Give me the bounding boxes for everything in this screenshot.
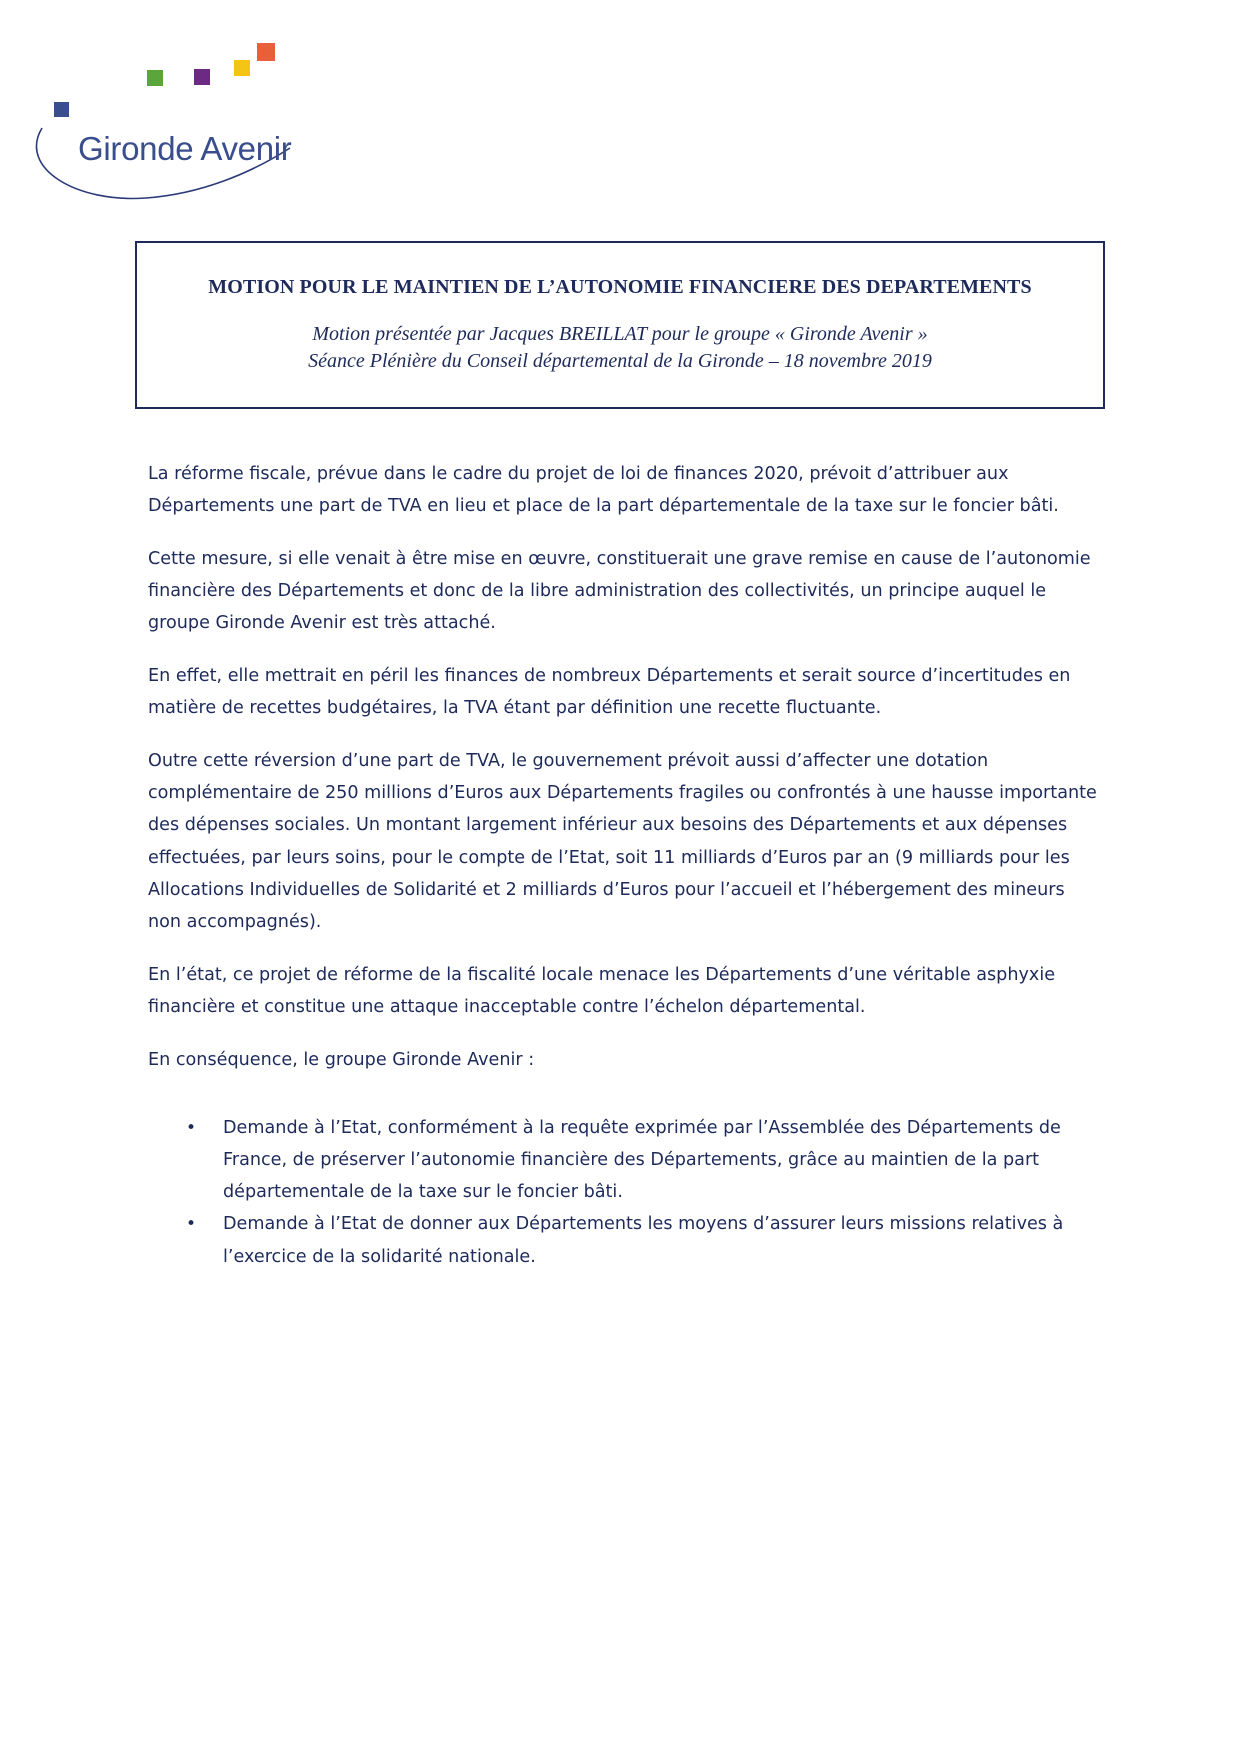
logo-square-yellow [234, 60, 250, 76]
logo-square-green [147, 70, 163, 86]
demand-item [148, 1112, 1098, 1209]
gironde-avenir-logo [26, 38, 306, 208]
motion-subtitle-presenter: Motion présentée par Jacques BREILLAT pour le groupe « Gironde Avenir » [312, 323, 928, 345]
motion-body [148, 458, 1098, 1273]
body-paragraph: La réforme fiscale, prévue dans le cadre du projet de loi de finances 2020, prévoit d’attribuer aux Départements une part de TVA en lieu et place de la part départementale de la taxe sur le foncier bâti. [148, 464, 1059, 517]
demand-text: Demande à l’Etat de donner aux Départements les moyens d’assurer leurs missions relatives à l’exercice de la solidarité nationale. [223, 1214, 1064, 1267]
logo-square-blue [54, 102, 69, 117]
bullet-icon: • [186, 1117, 197, 1138]
motion-subtitle-session: Séance Plénière du Conseil départemental de la Gironde – 18 novembre 2019 [308, 350, 932, 372]
motion-header-box [135, 241, 1105, 409]
bullet-icon: • [186, 1214, 197, 1235]
body-paragraph: Cette mesure, si elle venait à être mise en œuvre, constituerait une grave remise en cause de l’autonomie financière des Départements et donc de la libre administration des collectivités, un principe auquel le groupe Gironde Avenir est très attaché. [148, 548, 1091, 634]
body-paragraph: Outre cette réversion d’une part de TVA, le gouvernement prévoit aussi d’affecter une dotation complémentaire de 250 millions d’Euros aux Départements fragiles ou confrontés à une hausse importante des dépenses sociales. Un montant largement inférieur aux besoins des Départements et aux dépenses effectuées, par leurs soins, pour le compte de l’Etat, soit 11 milliards d’Euros par an (9 milliards pour les Allocations Individuelles de Solidarité et 2 milliards d’Euros pour l’accueil et l’hébergement des mineurs non accompagnés). [148, 750, 1097, 932]
motion-title: MOTION POUR LE MAINTIEN DE L’AUTONOMIE FINANCIERE DES DEPARTEMENTS [208, 276, 1032, 298]
body-paragraph: En effet, elle mettrait en péril les finances de nombreux Départements et serait source d’incertitudes en matière de recettes budgétaires, la TVA étant par définition une recette fluctuante. [148, 666, 1071, 719]
demand-item [148, 1208, 1098, 1272]
logo-text: Gironde Avenir [78, 130, 292, 167]
logo-square-purple [194, 69, 210, 85]
logo-square-orange [257, 43, 275, 61]
body-paragraph: En l’état, ce projet de réforme de la fiscalité locale menace les Départements d’une véritable asphyxie financière et constitue une attaque inacceptable contre l’échelon départemental. [148, 964, 1056, 1017]
logo-graphic [26, 38, 306, 208]
body-paragraph: En conséquence, le groupe Gironde Avenir : [148, 1049, 535, 1070]
demands-list [148, 1112, 1098, 1273]
demand-text: Demande à l’Etat, conformément à la requête exprimée par l’Assemblée des Départements de France, de préserver l’autonomie financière des Départements, grâce au maintien de la part départementale de la taxe sur le foncier bâti. [223, 1117, 1061, 1203]
